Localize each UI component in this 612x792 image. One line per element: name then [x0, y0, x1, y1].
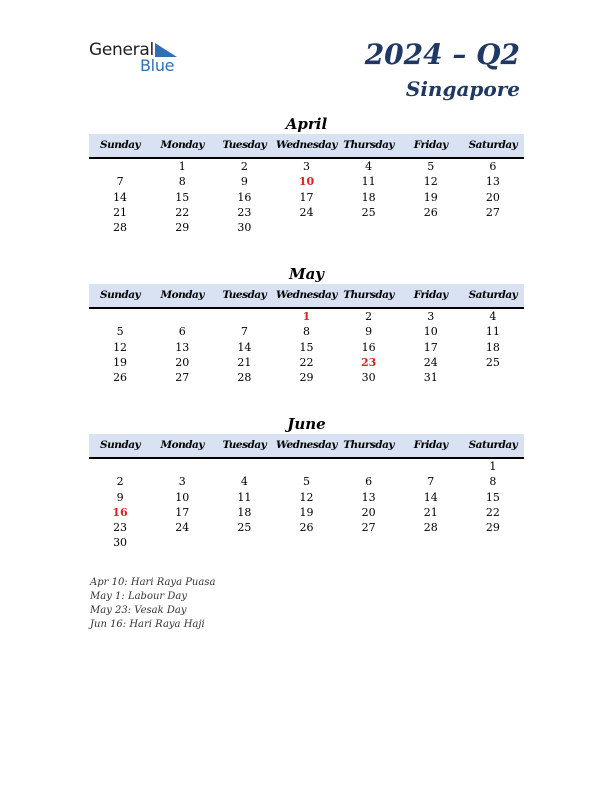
- holiday-day-cell: 10: [298, 175, 315, 189]
- weekday-header-row: [89, 284, 524, 309]
- day-cell: 5: [116, 325, 124, 339]
- day-cell: 22: [175, 205, 190, 219]
- day-cell: 18: [237, 505, 252, 519]
- weekday-label: Saturday: [468, 139, 518, 151]
- weekday-label: Tuesday: [222, 439, 267, 451]
- weekday-label: Wednesday: [276, 289, 337, 301]
- week-row: [89, 309, 524, 324]
- weekday-label: Wednesday: [276, 139, 337, 151]
- month-calendar-april: [89, 115, 524, 235]
- day-cell: 15: [485, 490, 500, 504]
- day-cell: 21: [237, 355, 252, 369]
- day-cell: 13: [361, 490, 376, 504]
- day-cell: [275, 535, 337, 550]
- weekday-label: Thursday: [343, 139, 395, 151]
- week-row: [89, 190, 524, 205]
- day-cell: [462, 370, 524, 385]
- week-row: [89, 535, 524, 550]
- day-cell: 21: [113, 205, 128, 219]
- day-cell: [462, 535, 524, 550]
- day-cell: 25: [237, 521, 252, 535]
- weekday-label: Thursday: [343, 289, 395, 301]
- day-cell: 10: [175, 490, 190, 504]
- day-cell: 14: [113, 190, 128, 204]
- weekday-label: Thursday: [343, 439, 395, 451]
- day-cell: 19: [113, 355, 128, 369]
- day-cell: [400, 535, 462, 550]
- day-cell: 7: [240, 325, 248, 339]
- day-cell: 18: [361, 190, 376, 204]
- weekday-label: Friday: [413, 139, 448, 151]
- day-cell: 30: [361, 371, 376, 385]
- week-row: [89, 474, 524, 489]
- day-cell: 30: [237, 221, 252, 235]
- week-row: [89, 220, 524, 235]
- day-cell: 20: [485, 190, 500, 204]
- day-cell: 1: [178, 160, 186, 173]
- day-cell: 24: [423, 355, 438, 369]
- holiday-notes: [90, 576, 215, 632]
- week-row: [89, 174, 524, 189]
- weekday-label: Wednesday: [276, 439, 337, 451]
- day-cell: 12: [423, 175, 438, 189]
- country-name: Singapore: [405, 77, 520, 101]
- day-cell: 13: [485, 175, 500, 189]
- day-cell: 23: [113, 521, 128, 535]
- day-cell: 20: [361, 505, 376, 519]
- day-cell: 16: [361, 340, 376, 354]
- day-cell: 30: [113, 536, 128, 550]
- holiday-note: May 23: Vesak Day: [90, 605, 187, 616]
- day-cell: 7: [427, 475, 435, 489]
- weekday-label: Tuesday: [222, 139, 267, 151]
- month-calendar-may: [89, 265, 524, 385]
- day-cell: 27: [361, 521, 376, 535]
- day-cell: [462, 220, 524, 235]
- weekday-label: Friday: [413, 439, 448, 451]
- holiday-note: Apr 10: Hari Raya Puasa: [90, 577, 216, 588]
- weekday-label: Monday: [160, 139, 204, 151]
- logo-general-text: General: [89, 40, 154, 60]
- week-row: [89, 505, 524, 520]
- day-cell: 25: [361, 205, 376, 219]
- day-cell: 18: [485, 340, 500, 354]
- day-cell: [151, 535, 213, 550]
- week-row: [89, 340, 524, 355]
- day-cell: 8: [489, 475, 497, 489]
- day-cell: 10: [423, 325, 438, 339]
- weekday-header-row: [89, 434, 524, 459]
- day-cell: [338, 220, 400, 235]
- week-row: [89, 490, 524, 505]
- weekday-label: Friday: [413, 289, 448, 301]
- day-cell: 28: [237, 371, 252, 385]
- day-cell: 11: [485, 325, 500, 339]
- day-cell: 2: [365, 310, 373, 323]
- day-cell: [275, 220, 337, 235]
- day-cell: 15: [175, 190, 190, 204]
- week-row: [89, 459, 524, 474]
- day-cell: 2: [240, 160, 248, 173]
- day-cell: 21: [423, 505, 438, 519]
- day-cell: [89, 309, 151, 324]
- day-cell: 11: [361, 175, 376, 189]
- day-cell: [89, 459, 151, 474]
- week-row: [89, 205, 524, 220]
- day-cell: [213, 535, 275, 550]
- generalblue-logo: [89, 40, 189, 76]
- day-cell: 14: [237, 340, 252, 354]
- month-name: May: [288, 265, 325, 283]
- day-cell: 24: [175, 521, 190, 535]
- day-cell: 12: [299, 490, 314, 504]
- logo-flag-icon: [155, 43, 177, 57]
- day-cell: [338, 459, 400, 474]
- day-cell: 12: [113, 340, 128, 354]
- day-cell: [213, 309, 275, 324]
- day-cell: 22: [485, 505, 500, 519]
- weekday-label: Tuesday: [222, 289, 267, 301]
- day-cell: 29: [299, 371, 314, 385]
- weekday-label: Saturday: [468, 439, 518, 451]
- weekday-label: Monday: [160, 439, 204, 451]
- day-cell: 7: [116, 175, 124, 189]
- day-cell: 5: [302, 475, 310, 489]
- day-cell: 14: [423, 490, 438, 504]
- weekday-label: Sunday: [100, 139, 141, 151]
- day-cell: [275, 459, 337, 474]
- day-cell: [338, 535, 400, 550]
- day-cell: 19: [423, 190, 438, 204]
- day-cell: 11: [237, 490, 252, 504]
- day-cell: 17: [423, 340, 438, 354]
- day-cell: 3: [427, 310, 435, 323]
- day-cell: 9: [365, 325, 373, 339]
- day-cell: 9: [240, 175, 248, 189]
- day-cell: 5: [427, 160, 435, 173]
- day-cell: 28: [113, 221, 128, 235]
- day-cell: [151, 309, 213, 324]
- day-cell: [89, 159, 151, 174]
- day-cell: 6: [365, 475, 373, 489]
- day-cell: 26: [299, 521, 314, 535]
- day-cell: 2: [116, 475, 124, 489]
- holiday-note: May 1: Labour Day: [90, 591, 187, 602]
- day-cell: [213, 459, 275, 474]
- week-row: [89, 324, 524, 339]
- holiday-note: Jun 16: Hari Raya Haji: [90, 619, 205, 630]
- day-cell: 24: [299, 205, 314, 219]
- page-title: 2024 – Q2: [364, 38, 520, 71]
- day-cell: 29: [175, 221, 190, 235]
- day-cell: 19: [299, 505, 314, 519]
- weekday-label: Sunday: [100, 289, 141, 301]
- week-row: [89, 370, 524, 385]
- day-cell: 1: [489, 460, 497, 473]
- day-cell: 8: [302, 325, 310, 339]
- day-cell: 17: [175, 505, 190, 519]
- month-calendar-june: [89, 415, 524, 551]
- holiday-day-cell: 16: [112, 505, 128, 519]
- day-cell: 26: [113, 371, 128, 385]
- holiday-day-cell: 23: [360, 355, 377, 369]
- weekday-label: Monday: [160, 289, 204, 301]
- month-name: April: [285, 115, 328, 133]
- week-row: [89, 159, 524, 174]
- day-cell: 25: [485, 355, 500, 369]
- day-cell: 3: [178, 475, 186, 489]
- day-cell: 26: [423, 205, 438, 219]
- day-cell: 13: [175, 340, 190, 354]
- day-cell: 31: [423, 371, 438, 385]
- day-cell: 22: [299, 355, 314, 369]
- day-cell: 27: [485, 205, 500, 219]
- day-cell: [400, 459, 462, 474]
- day-cell: 17: [299, 190, 314, 204]
- weekday-header-row: [89, 134, 524, 159]
- weekday-label: Saturday: [468, 289, 518, 301]
- weekday-label: Sunday: [100, 439, 141, 451]
- day-cell: 20: [175, 355, 190, 369]
- day-cell: 27: [175, 371, 190, 385]
- day-cell: 15: [299, 340, 314, 354]
- day-cell: 8: [178, 175, 186, 189]
- day-cell: [400, 220, 462, 235]
- day-cell: 4: [489, 310, 497, 323]
- day-cell: 3: [302, 160, 310, 173]
- week-row: [89, 520, 524, 535]
- holiday-day-cell: 1: [302, 310, 311, 323]
- day-cell: 29: [485, 521, 500, 535]
- logo-blue-text: Blue: [140, 56, 175, 75]
- day-cell: 4: [365, 160, 373, 173]
- week-row: [89, 355, 524, 370]
- day-cell: 23: [237, 205, 252, 219]
- day-cell: [151, 459, 213, 474]
- day-cell: 6: [489, 160, 497, 173]
- day-cell: 4: [240, 475, 248, 489]
- month-name: June: [287, 415, 326, 433]
- day-cell: 16: [237, 190, 252, 204]
- day-cell: 6: [178, 325, 186, 339]
- day-cell: 9: [116, 490, 124, 504]
- day-cell: 28: [423, 521, 438, 535]
